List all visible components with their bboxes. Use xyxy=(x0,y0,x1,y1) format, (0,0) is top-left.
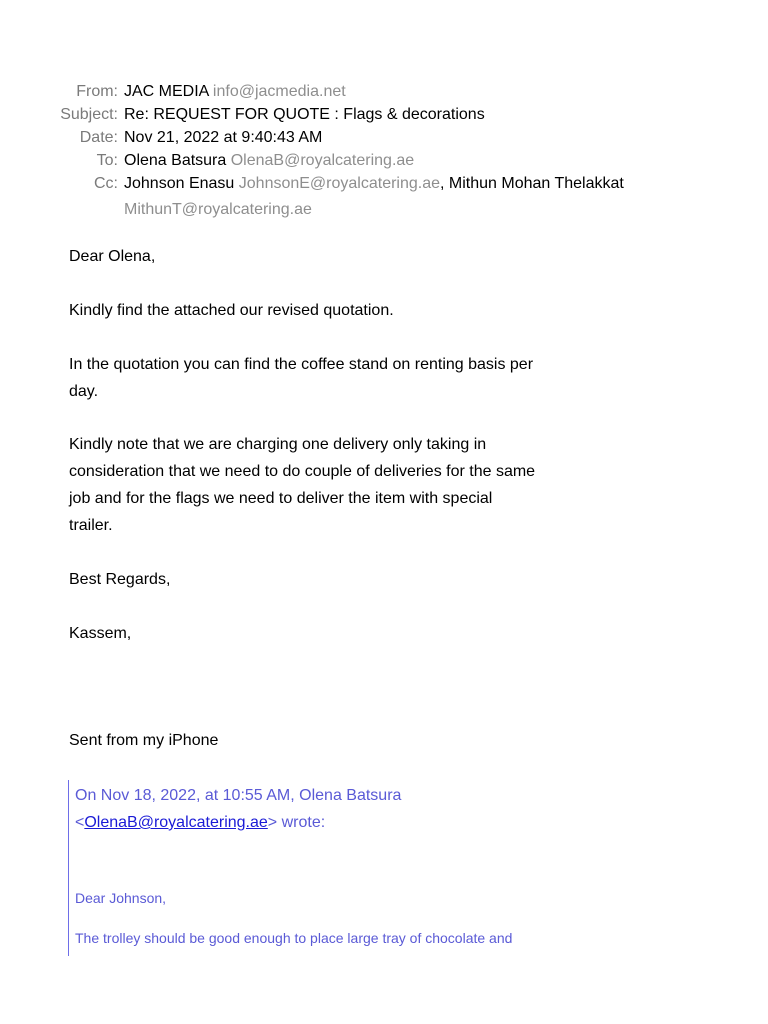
header-cc-continued xyxy=(0,200,768,220)
quote-intro xyxy=(75,782,555,836)
from-label: From: xyxy=(76,83,118,100)
header-to xyxy=(0,151,768,171)
quote-intro-line-1: On Nov 18, 2022, at 10:55 AM, Olena Batsura xyxy=(75,787,402,804)
body-signature xyxy=(69,620,589,647)
body-paragraph-2 xyxy=(69,351,589,405)
body-sent-from xyxy=(69,727,589,754)
quote-intro-open: < xyxy=(75,814,85,831)
quote-intro-close: > wrote: xyxy=(267,814,326,831)
cc-name-1: Johnson Enasu xyxy=(124,175,235,192)
from-email[interactable]: info@jacmedia.net xyxy=(212,83,346,100)
paragraph-2-line-1: In the quotation you can find the coffee stand on renting basis per xyxy=(69,356,534,373)
paragraph-3-line-1: Kindly note that we are charging one delivery only taking in xyxy=(69,436,487,453)
subject-label: Subject: xyxy=(60,106,118,123)
to-label: To: xyxy=(96,152,118,169)
paragraph-3-line-2: consideration that we need to do couple of deliveries for the same xyxy=(69,463,536,480)
date-value: Nov 21, 2022 at 9:40:43 AM xyxy=(124,129,323,146)
cc-name-2: Mithun Mohan Thelakkat xyxy=(448,175,624,192)
paragraph-1-text: Kindly find the attached our revised quotation. xyxy=(69,302,394,319)
subject-value: Re: REQUEST FOR QUOTE : Flags & decorations xyxy=(124,106,485,123)
header-date xyxy=(0,128,768,148)
quote-bar xyxy=(68,780,69,956)
body-regards xyxy=(69,566,589,593)
quote-intro-line-2 xyxy=(75,809,555,836)
sent-from-text: Sent from my iPhone xyxy=(69,732,219,749)
cc-email-2[interactable]: MithunT@royalcatering.ae xyxy=(124,201,312,218)
paragraph-3-line-4: trailer. xyxy=(69,517,113,534)
body-paragraph-1 xyxy=(69,297,589,324)
cc-label: Cc: xyxy=(94,175,118,192)
header-from xyxy=(0,82,768,102)
header-subject xyxy=(0,105,768,125)
signature-text: Kassem, xyxy=(69,625,132,642)
quote-email-link[interactable]: OlenaB@royalcatering.ae xyxy=(84,814,268,831)
cc-separator: , xyxy=(440,175,445,192)
header-cc xyxy=(0,174,768,194)
paragraph-3-line-3: job and for the flags we need to deliver the item with special xyxy=(69,490,493,507)
regards-text: Best Regards, xyxy=(69,571,171,588)
body-paragraph-3 xyxy=(69,431,589,539)
to-name: Olena Batsura xyxy=(124,152,227,169)
quote-greeting: Dear Johnson, xyxy=(75,890,167,906)
from-name: JAC MEDIA xyxy=(124,83,209,100)
body-greeting xyxy=(69,243,589,270)
cc-email-1[interactable]: JohnsonE@royalcatering.ae xyxy=(238,175,441,192)
quote-line-1: The trolley should be good enough to place large tray of chocolate and xyxy=(75,930,513,946)
paragraph-2-line-2: day. xyxy=(69,383,99,400)
to-email[interactable]: OlenaB@royalcatering.ae xyxy=(230,152,415,169)
greeting-text: Dear Olena, xyxy=(69,248,156,265)
date-label: Date: xyxy=(79,129,118,146)
